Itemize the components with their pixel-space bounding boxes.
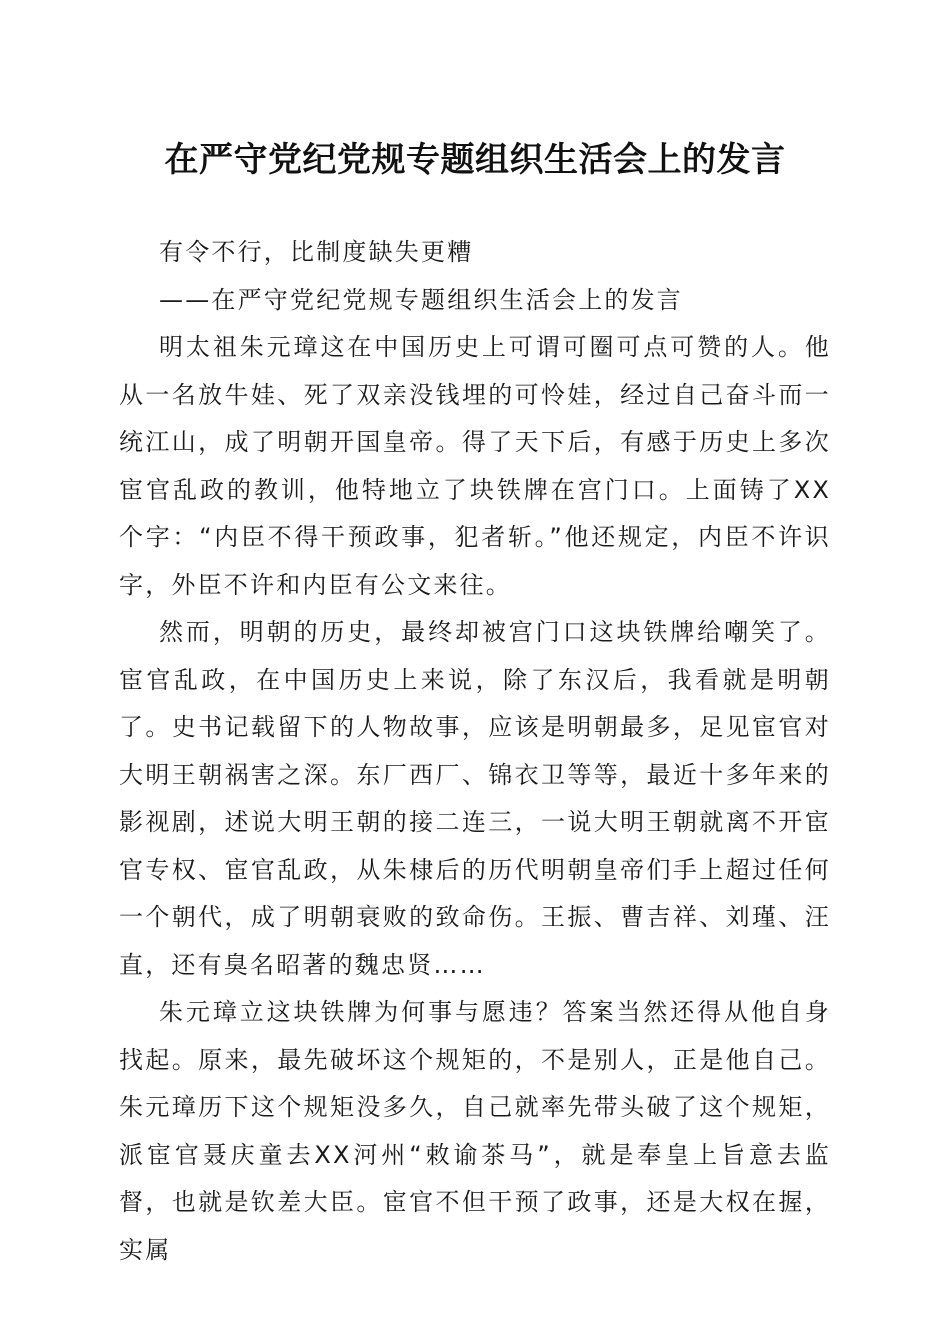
subtitle-dash-line: ——在严守党纪党规专题组织生活会上的发言 xyxy=(159,285,683,314)
subtitle-line: 有令不行，比制度缺失更糟 xyxy=(159,238,474,266)
document-body xyxy=(119,229,831,1274)
document-title: 在严守党纪党规专题组织生活会上的发言 xyxy=(164,140,786,180)
body-paragraph: 朱元璋立这块铁牌为何事与愿违？答案当然还得从他自身找起。原来，最先破坏这个规矩的，不是别人，正是他自己。朱元璋历下这个规矩没多久，自己就率先带头破了这个规矩，派宦官聂庆童去XX河州“敕谕茶马”，就是奉皇上旨意去监督，也就是钦差大臣。宦官不但干预了政事，还是大权在握，实属 xyxy=(119,998,831,1264)
body-paragraph: 明太祖朱元璋这在中国历史上可谓可圈可点可赞的人。他从一名放牛娃、死了双亲没钱埋的可怜娃，经过自己奋斗而一统江山，成了明朝开国皇帝。得了天下后，有感于历史上多次宦官乱政的教训，他特地立了块铁牌在宫门口。上面铸了XX个字：“内臣不得干预政事，犯者斩。”他还规定，内臣不许识字，外臣不许和内臣有公文来往。 xyxy=(119,333,831,599)
body-paragraph: 然而，明朝的历史，最终却被宫门口这块铁牌给嘲笑了。宦官乱政，在中国历史上来说，除了东汉后，我看就是明朝了。史书记载留下的人物故事，应该是明朝最多，足见宦官对大明王朝祸害之深。东厂西厂、锦衣卫等等，最近十多年来的影视剧，述说大明王朝的接二连三，一说大明王朝就离不开宦官专权、宦官乱政，从朱棣后的历代明朝皇帝们手上超过任何一个朝代，成了明朝衰败的致命伤。王振、曹吉祥、刘瑾、汪直，还有臭名昭著的魏忠贤…… xyxy=(119,618,831,979)
